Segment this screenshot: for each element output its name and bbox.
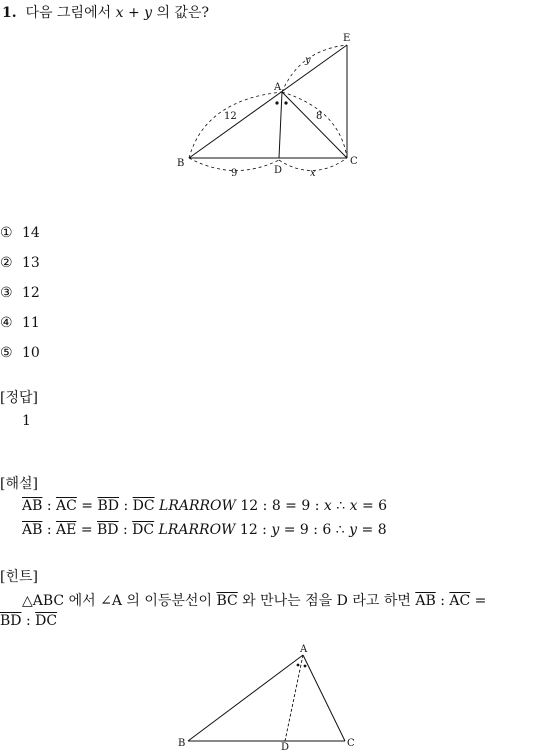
label-A: A — [274, 82, 282, 93]
segment-BC: $\overline{BC}$ — [216, 593, 238, 609]
figure-triangle-1 — [170, 30, 370, 180]
question-text-before: 다음 그림에서 — [25, 5, 112, 21]
choice-value: 13 — [22, 255, 40, 271]
explanation-heading: [해설] — [0, 476, 38, 492]
hint-text: △ABC 에서 ∠A 의 이등분선이 — [22, 593, 212, 609]
hint-text: 와 만나는 점을 D 라고 하면 — [242, 593, 411, 609]
segment-AB: $\overline{AB}$ — [22, 498, 43, 514]
choice-value: 10 — [22, 345, 40, 361]
choice-value: 14 — [22, 225, 40, 241]
segment-AD — [285, 655, 303, 741]
segment-AC: $\overline{AC}$ — [449, 593, 471, 609]
arc-label-AB: 12 — [224, 111, 237, 122]
explanation-line-2: $\overline{AB}$ : $\overline{AE} = \overline{BD}$ : $\overline{DC}$ LRARROW 12 : y = 9 : 6 ∴ y = 8 — [22, 522, 387, 538]
segment-DC: $\overline{DC}$ — [132, 498, 155, 514]
ratio-text: 12 : — [239, 522, 267, 538]
segment-AC: $\overline{AC}$ — [56, 498, 77, 514]
ratio-text: 12 : 8 = 9 : — [240, 498, 320, 514]
segment-AC — [303, 655, 345, 741]
segment-BE — [189, 45, 347, 158]
choice-value: 12 — [22, 285, 40, 301]
label-C: C — [350, 156, 358, 167]
segment-BD: $\overline{BD}$ — [0, 613, 22, 629]
segment-AE: $\overline{AE}$ — [56, 522, 77, 538]
arc-label-DC: x — [310, 168, 316, 179]
choice-3[interactable] — [0, 285, 40, 301]
segment-DC: $\overline{DC}$ — [132, 522, 155, 538]
hint-heading: [힌트] — [0, 569, 38, 585]
choice-mark: ① — [0, 225, 13, 241]
segment-BD: $\overline{BD}$ — [97, 522, 119, 538]
hint-line-2 — [0, 613, 57, 629]
result-text: = 8 — [361, 522, 387, 538]
hint-line-1 — [22, 590, 486, 610]
segment-AC — [282, 92, 347, 158]
choice-value: 11 — [22, 315, 40, 331]
choice-1[interactable] — [0, 225, 40, 241]
ratio-text: = 9 : 6 — [283, 522, 332, 538]
segment-AB — [188, 655, 303, 741]
choice-4[interactable] — [0, 315, 40, 331]
label-D: D — [281, 742, 290, 751]
angle-mark-dot — [275, 101, 278, 104]
choice-mark: ⑤ — [0, 345, 13, 361]
angle-mark-dot — [304, 665, 307, 668]
answer-heading: [정답] — [0, 390, 38, 406]
explanation-line-1: $\overline{AB}$ : $\overline{AC} = \overline{BD}$ : $\overline{DC}$ LRARROW 12 : 8 = 9 : x ∴ x = 6 — [22, 498, 388, 514]
angle-mark-dot — [297, 664, 300, 667]
result-text: = 6 — [361, 498, 388, 514]
variable-y: y — [349, 522, 358, 538]
choice-mark: ④ — [0, 315, 13, 331]
label-E: E — [343, 33, 351, 44]
segment-AB: $\overline{AB}$ — [22, 522, 43, 538]
therefore-symbol: ∴ — [335, 522, 345, 538]
variable-x: x — [323, 498, 332, 514]
label-A: A — [300, 644, 308, 655]
label-B: B — [178, 738, 186, 749]
arrow-text: LRARROW — [158, 522, 236, 538]
question-number: 1. — [2, 5, 17, 21]
arc-label-AC: 8 — [316, 111, 323, 122]
choice-mark: ③ — [0, 285, 13, 301]
equals: = — [474, 593, 487, 609]
arrow-text: LRARROW — [159, 498, 236, 514]
colon: : — [440, 593, 445, 609]
variable-x: x — [349, 498, 358, 514]
question-line — [2, 2, 209, 22]
choice-5[interactable] — [0, 345, 40, 361]
therefore-symbol: ∴ — [336, 498, 346, 514]
label-B: B — [177, 158, 185, 169]
variable-y: y — [271, 522, 280, 538]
label-C: C — [347, 738, 355, 749]
colon: : — [25, 613, 31, 629]
question-expression: x + y — [115, 5, 153, 21]
angle-mark-dot — [284, 101, 287, 104]
figure-triangle-2 — [170, 640, 370, 751]
label-D: D — [274, 165, 283, 176]
arc-label-BD: 9 — [231, 168, 238, 179]
choice-2[interactable] — [0, 255, 40, 271]
choice-mark: ② — [0, 255, 13, 271]
segment-BD: $\overline{BD}$ — [97, 498, 120, 514]
answer-value: 1 — [22, 413, 31, 429]
arc-label-AE: y — [305, 55, 311, 66]
segment-AB: $\overline{AB}$ — [415, 593, 436, 609]
segment-DC: $\overline{DC}$ — [35, 613, 58, 629]
question-text-after: 의 값은? — [156, 5, 210, 21]
segment-AD — [279, 92, 282, 158]
